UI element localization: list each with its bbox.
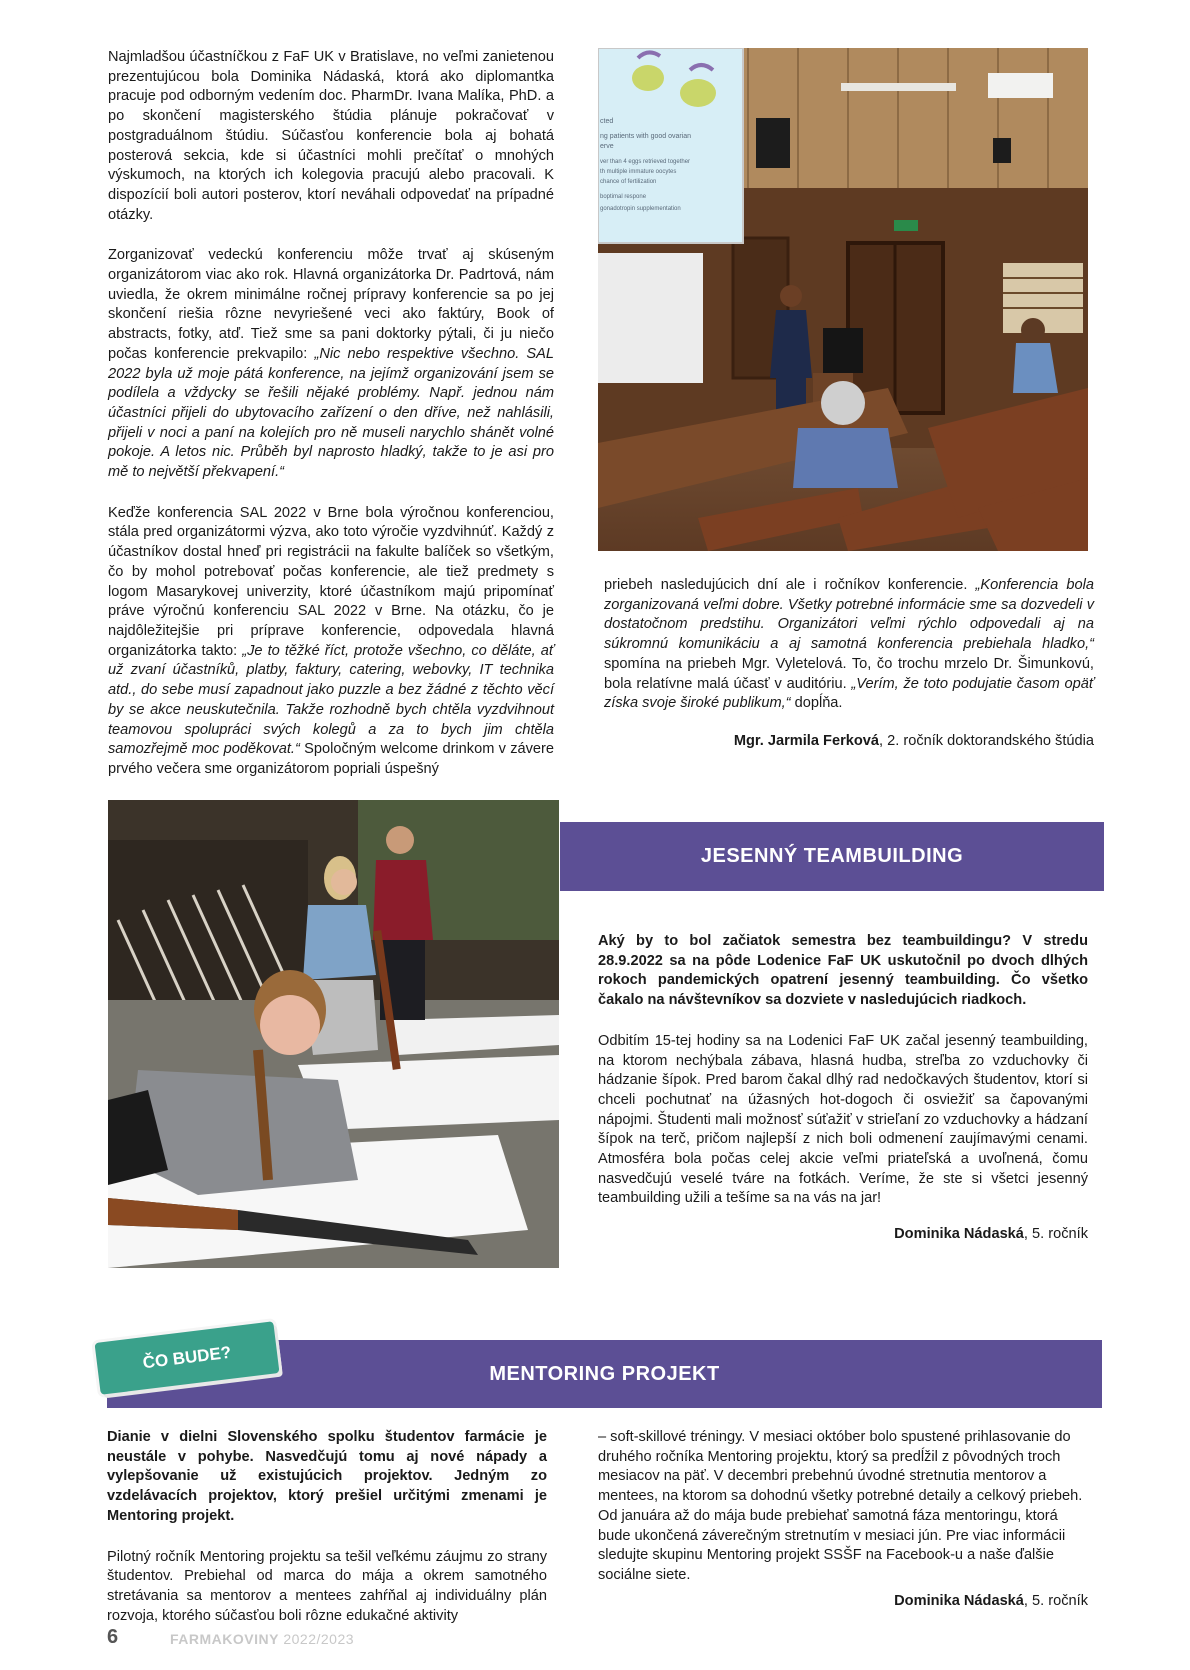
paragraph-text: Zorganizovať vedeckú konferenciu môže trvať aj skúseným organizátorom viac ako rok. Hlavná organizátorka Dr. Padrtová, nám uviedla, že okrem minimálne ročnej prípravy konferencie sa po jej skončení riešia rôzne nevyriešené veci ako faktúry, Book of abstracts, fotky, atď. Tiež sme sa pani doktorky pýtali, či ju niečo počas konferencie prekvapilo: xyxy=(108,247,554,362)
conference-photo xyxy=(598,48,1088,551)
author-signature xyxy=(604,732,1094,752)
page-number: 6 xyxy=(107,1626,119,1648)
paragraph: Pilotný ročník Mentoring projektu sa tešil veľkému záujmu zo strany študentov. Prebiehal od marca do mája a okrem samotného stretávania sa mentorov a mentees zahŕňal aj individuálny plán rozvoja, ktorého súčasťou boli rôzne edukačné aktivity xyxy=(107,1548,547,1624)
quote: „Nic nebo respektive všechno. SAL 2022 byla už moje pátá konference, na jejímž organizování jsem se podílela a vždycky se řešili nějaké problémy. Např. jednou nám účastníci přijeli do ubytovacího zařízení o den dříve, než nahlásili, přijeli v noci a paní na kolejích pro ně museli narychlo shánět volné pokoje. A letos nic. Průběh byl naprosto hladký, takže to je asi pro mě to největší překvapení.“ xyxy=(108,345,554,481)
slide-line: chance of fertilization xyxy=(600,179,657,185)
paragraph xyxy=(108,504,554,780)
mentoring-left-column xyxy=(107,1428,547,1626)
author-signature xyxy=(598,1592,1088,1612)
magazine-footer xyxy=(170,1631,354,1647)
section-banner-teambuilding xyxy=(560,822,1104,891)
teambuilding-photo xyxy=(108,800,559,1268)
slide-line: boptimal respone xyxy=(600,194,647,200)
lead-paragraph: Aký by to bol začiatok semestra bez teambuildingu? V stredu 28.9.2022 sa na pôde Lodenice FaF UK uskutočnil po dvoch dlhých rokoch pandemických opatrení jesenný teambuilding. Čo všetko čakalo na návštevníkov sa dozviete v nasledujúcich riadkoch. xyxy=(598,933,1088,1009)
paragraph-text: Keďže konferencia SAL 2022 v Brne bola výročnou konferenciou, stála pred organizátormi výzva, ako toto výročie vyzdvihnúť. Každý z účastníkov dostal hneď pri registrácii na fakulte balíček so všetkým, čo by mohol potrebovať počas konferencie, ale tiež predmety s logom Masarykovej univerzity, ktoré účastníkom majú pripomínať práve výročnú konferenciu SAL 2022 v Brne. Na otázku, čo je najdôležitejšie pri príprave konferencie, odpovedala hlavná organizátorka takto: xyxy=(108,504,554,659)
author-name: Dominika Nádaská xyxy=(894,1226,1024,1243)
magazine-name: FARMAKOVINY xyxy=(170,1631,279,1647)
paragraph: Najmladšou účastníčkou z FaF UK v Bratislave, no veľmi zanietenou prezentujúcou bola Dominika Nádaská, ktorá ako diplomantka pracuje pod odborným vedením doc. PharmDr. Ivana Malíka, PhD. a po skončení magisterského štúdia plánuje pokračovať v postgraduálnom štúdiu. Súčasťou konferencie bola aj bohatá posterová sekcia, kde si účastníci mohli prečítať o mnohých výskumoch, na ktorých ich kolegovia pracujú alebo pracovali. K dispozícií boli autori posterov, ktorí neváhali odpovedať na prípadné otázky. xyxy=(108,49,554,223)
slide-line: erve xyxy=(600,143,614,150)
quote: „Konferencia bola zorganizovaná veľmi dobre. Všetky potrebné informácie sme sa dozvedeli v dostatočnom predstihu. Organizátori veľmi rýchlo odpovedali aj na súkromnú komunikáciu a aj samotná konferencia prebiehala hladko,“ xyxy=(604,577,1094,653)
paragraph xyxy=(604,576,1094,714)
slide-line: ng patients with good ovarian xyxy=(600,133,692,140)
teambuilding-photo-illustration xyxy=(108,800,559,1268)
conference-photo-illustration xyxy=(598,48,1088,551)
slide-line: gonadotropin supplementation xyxy=(600,206,681,212)
author-signature xyxy=(598,1225,1088,1245)
section-title: MENTORING PROJEKT xyxy=(489,1362,720,1385)
slide-line: cted xyxy=(600,118,614,125)
paragraph-text: dopĺňa. xyxy=(790,695,843,712)
paragraph-text: Spoločným welcome drinkom v závere prvého večera sme organizátorom popriali úspešný xyxy=(108,741,554,777)
lead-paragraph: Dianie v dielni Slovenského spolku študentov farmácie je neustále v pohybe. Nasvedčujú tomu aj nové nápady a vylepšovanie už existujúcich projektov. Jedným zo vzdelávacích projektov, ktorý prešiel určitými zmenami je Mentoring projekt. xyxy=(107,1429,547,1524)
paragraph-text: spomína na priebeh Mgr. Vyletelová. To, čo trochu mrzelo Dr. Šimunkovú, bola relatívne malá účasť v auditóriu. xyxy=(604,655,1094,692)
section-title: JESENNÝ TEAMBUILDING xyxy=(700,845,964,867)
quote: „Verím, že toto podujatie časom opäť získa svoje široké publikum,“ xyxy=(604,675,1095,712)
quote: „Je to těžké říct, protože všechno, co děláte, ať už zvaní účastníků, platby, faktury, catering, webovky, IT technika atd., do sebe musí zapadnout jako puzzle a bez žádné z těchto věcí by se akce neuskutečnila. Takže rozhodně bych chtěla vyzdvihnout teamovou spolupráci svých kolegů a za to bych jim chtěla samozřejmě moc poděkovat.“ xyxy=(108,642,554,758)
paragraph: – soft-skillové tréningy. V mesiaci október bolo spustené prihlasovanie do druhého ročníka Mentoring projektu, ktorý sa predĺžil z pôvodných troch mesiacov na päť. V decembri prebehnú úvodné stretnutia mentorov a mentees, na ktorom sa dohodnú všetky potrebné detaily a celkový priebeh. Od januára až do mája bude prebiehať samotná fáza mentoringu, ktorá bude ukončená záverečným stretnutím v mesiaci jún. Pre viac informácii sledujte skupinu Mentoring projekt SSŠF na Facebook-u a naše ďalšie sociálne siete. xyxy=(598,1429,1083,1583)
slide-line: ver than 4 eggs retrieved together xyxy=(600,159,691,165)
author-role: , 2. ročník doktorandského štúdia xyxy=(879,732,1094,749)
article-left-column xyxy=(108,48,554,780)
tag-label: ČO BUDE? xyxy=(141,1342,233,1373)
magazine-year: 2022/2023 xyxy=(278,1631,355,1647)
paragraph-text: priebeh nasledujúcich dní ale i ročníkov konferencie. xyxy=(604,577,976,593)
author-role: , 5. ročník xyxy=(1023,1592,1088,1609)
article-right-column xyxy=(604,576,1094,752)
author-name: Mgr. Jarmila Ferková xyxy=(733,732,880,749)
paragraph: Odbitím 15-tej hodiny sa na Lodenici FaF UK začal jesenný teambuilding, na ktorom nechýbala zábava, hlasná hudba, streľba zo vzduchovky či hádzanie šípok. Pred barom čakal dlhý rad nedočkavých študentov, ktorí si chceli pochutnať na úžasných hot-dogoch či osviežiť sa čapovanými nápojmi. Študenti mali možnosť súťažiť v strieľaní zo vzduchovky a hádzaní šípok na terč, pričom najlepší z nich boli odmenení zaujímavými cenami. Atmosféra bola počas celej akcie veľmi priateľská a uvoľnená, čomu nasvedčujú veselé tváre na fotkách. Veríme, že ste si všetci jesenný teambuilding užili a tešíme sa na vás na jar! xyxy=(598,1032,1088,1207)
teambuilding-column xyxy=(598,932,1088,1245)
author-name: Dominika Nádaská xyxy=(894,1592,1024,1609)
author-role: , 5. ročník xyxy=(1023,1226,1088,1243)
paragraph xyxy=(108,246,554,482)
slide-line: th multiple immature oocytes xyxy=(600,169,677,175)
mentoring-right-column xyxy=(598,1428,1088,1611)
